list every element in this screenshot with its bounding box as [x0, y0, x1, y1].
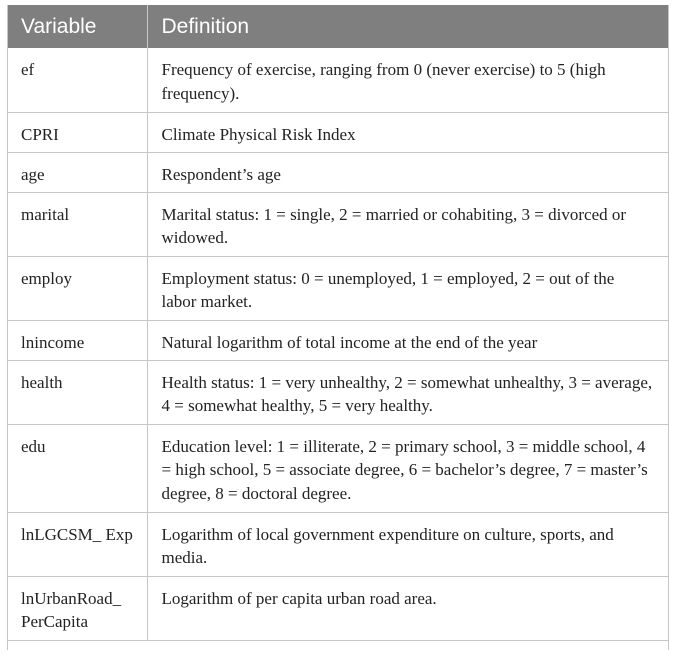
- definition-cell: Logarithm of per capita urban road area.: [147, 576, 669, 640]
- table-row: [7, 424, 669, 512]
- table-row: [7, 48, 669, 112]
- table-row: [7, 192, 669, 256]
- variable-cell: edu: [7, 424, 147, 512]
- variable-cell: lnLGCSM_ Exp: [7, 512, 147, 576]
- table-row: [7, 576, 669, 640]
- table-header: [7, 5, 669, 48]
- table-row: [7, 512, 669, 576]
- definition-cell: Frequency of exercise, ranging from 0 (never exercise) to 5 (high frequency).: [147, 48, 669, 112]
- variable-definition-table: [7, 5, 669, 641]
- variable-cell: marital: [7, 192, 147, 256]
- definition-cell: Natural logarithm of total income at the end of the year: [147, 320, 669, 360]
- definition-cell: Health status: 1 = very unhealthy, 2 = somewhat unhealthy, 3 = average, 4 = somewhat healthy, 5 = very healthy.: [147, 360, 669, 424]
- header-definition: Definition: [147, 5, 669, 48]
- table-row: [7, 360, 669, 424]
- variable-cell: CPRI: [7, 112, 147, 152]
- definition-cell: Employment status: 0 = unemployed, 1 = employed, 2 = out of the labor market.: [147, 256, 669, 320]
- definition-cell: Education level: 1 = illiterate, 2 = primary school, 3 = middle school, 4 = high school, 5 = associate degree, 6 = bachelor’s degree, 7 = master’s degree, 8 = doctoral degree.: [147, 424, 669, 512]
- header-row: [7, 5, 669, 48]
- header-variable: Variable: [7, 5, 147, 48]
- variable-cell: age: [7, 152, 147, 192]
- variable-cell: health: [7, 360, 147, 424]
- variable-cell: ef: [7, 48, 147, 112]
- definition-cell: Respondent’s age: [147, 152, 669, 192]
- definition-cell: Logarithm of local government expenditure on culture, sports, and media.: [147, 512, 669, 576]
- variable-cell: lnUrbanRoad_ PerCapita: [7, 576, 147, 640]
- table-row: [7, 152, 669, 192]
- table-row: [7, 320, 669, 360]
- definition-cell: Marital status: 1 = single, 2 = married or cohabiting, 3 = divorced or widowed.: [147, 192, 669, 256]
- variable-cell: employ: [7, 256, 147, 320]
- table-row: [7, 112, 669, 152]
- table-body: [7, 48, 669, 640]
- definition-cell: Climate Physical Risk Index: [147, 112, 669, 152]
- table-row: [7, 256, 669, 320]
- variable-cell: lnincome: [7, 320, 147, 360]
